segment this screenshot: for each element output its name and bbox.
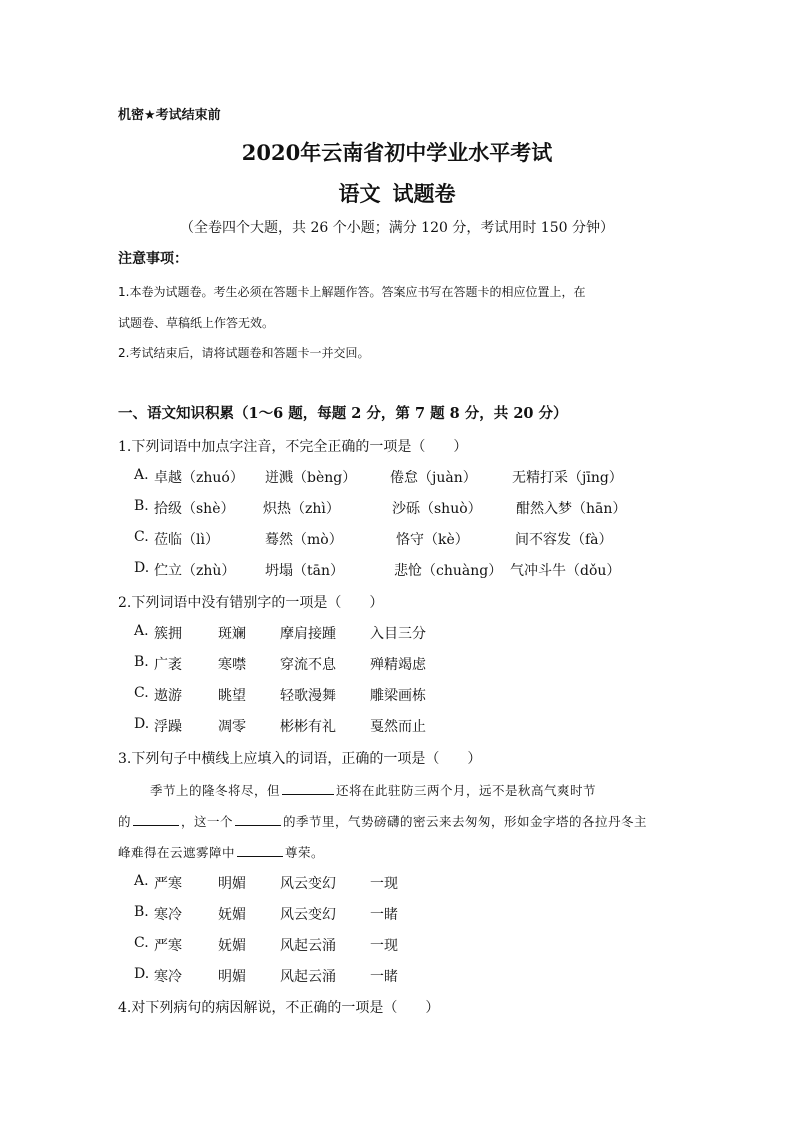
option-item: 沙砾（shuò） <box>392 501 482 517</box>
exam-info: （全卷四个大题，共 26 个小题；满分 120 分，考试用时 150 分钟） <box>180 220 614 236</box>
paper-name: 试题卷 <box>392 181 456 206</box>
note-1-continued: 试题卷、草稿纸上作答无效。 <box>118 316 275 330</box>
option-item: 彬彬有礼 <box>280 719 336 735</box>
option-item: 酣然入梦（hān） <box>516 501 627 517</box>
section-1-heading: 一、语文知识积累（1～6 题，每题 2 分，第 7 题 8 分，共 20 分） <box>118 405 568 422</box>
fill-blank <box>235 812 281 826</box>
q4-stem: 4.对下列病句的病因解说，不正确的一项是（ ） <box>118 1000 440 1016</box>
note-2: 2.考试结束后，请将试题卷和答题卡一并交回。 <box>118 346 370 360</box>
option-item: 悲怆（chuàng） <box>394 563 503 579</box>
option-label: C. <box>134 529 149 545</box>
option-item: 遨游 <box>154 688 182 704</box>
option-item: 戛然而止 <box>370 719 426 735</box>
q3-passage-line-2 <box>118 812 647 830</box>
passage-text: 季节上的隆冬将尽，但 <box>150 783 281 798</box>
option-item: 严寒 <box>154 876 182 892</box>
option-item: 寒冷 <box>154 969 182 985</box>
option-item: 入目三分 <box>370 626 426 642</box>
q3-passage-line-1 <box>150 781 596 799</box>
option-item: 凋零 <box>218 719 246 735</box>
option-item: 斑斓 <box>218 626 246 642</box>
passage-text: 尊荣。 <box>285 845 325 860</box>
passage-text: ，这一个 <box>181 814 234 829</box>
option-item: 莅临（lì） <box>154 532 219 548</box>
option-item: 浮躁 <box>154 719 182 735</box>
option-label: D. <box>134 966 150 982</box>
option-label: D. <box>134 716 150 732</box>
q1-stem: 1.下列词语中加点字注音，不完全正确的一项是（ ） <box>118 439 468 455</box>
option-item: 一睹 <box>370 907 398 923</box>
note-1: 1.本卷为试题卷。考生必须在答题卡上解题作答。答案应书写在答题卡的相应位置上，在 <box>118 285 586 299</box>
option-item: 簇拥 <box>154 626 182 642</box>
subject-title <box>0 178 794 208</box>
option-item: 卓越（zhuó） <box>154 470 244 486</box>
option-item: 雕梁画栋 <box>370 688 426 704</box>
fill-blank <box>133 812 179 826</box>
option-item: 妩媚 <box>218 907 246 923</box>
q2-stem: 2.下列词语中没有错别字的一项是（ ） <box>118 595 384 611</box>
option-item: 明媚 <box>218 969 246 985</box>
option-item: 一现 <box>370 938 398 954</box>
option-item: 殚精竭虑 <box>370 657 426 673</box>
option-item: 寒冷 <box>154 907 182 923</box>
option-item: 妩媚 <box>218 938 246 954</box>
option-item: 寒噤 <box>218 657 246 673</box>
option-item: 恪守（kè） <box>396 532 469 548</box>
option-label: C. <box>134 935 149 951</box>
option-item: 蓦然（mò） <box>265 532 343 548</box>
option-item: 明媚 <box>218 876 246 892</box>
option-item: 倦怠（juàn） <box>390 470 477 486</box>
option-item: 风云变幻 <box>280 907 336 923</box>
option-label: A. <box>134 873 149 889</box>
passage-text: 的季节里，气势磅礴的密云来去匆匆，形如金字塔的各拉丹冬主 <box>283 814 648 829</box>
option-item: 广袤 <box>154 657 182 673</box>
fill-blank <box>282 781 334 795</box>
option-item: 一现 <box>370 876 398 892</box>
option-item: 穿流不息 <box>280 657 336 673</box>
option-item: 气冲斗牛（dǒu） <box>510 563 621 579</box>
option-item: 轻歌漫舞 <box>280 688 336 704</box>
option-item: 一睹 <box>370 969 398 985</box>
option-item: 风起云涌 <box>280 969 336 985</box>
passage-text: 峰难得在云遮雾障中 <box>118 845 236 860</box>
q3-passage-line-3 <box>118 843 324 861</box>
option-item: 炽热（zhì） <box>263 501 340 517</box>
option-item: 眺望 <box>218 688 246 704</box>
option-label: D. <box>134 560 150 576</box>
subject-name: 语文 <box>338 181 381 206</box>
notes-heading: 注意事项： <box>118 251 188 267</box>
passage-text: 的 <box>118 814 132 829</box>
option-item: 风云变幻 <box>280 876 336 892</box>
option-label: B. <box>134 498 149 514</box>
passage-text: 还将在此驻防三两个月，远不是秋高气爽时节 <box>336 783 597 798</box>
option-label: A. <box>134 623 149 639</box>
option-item: 间不容发（fà） <box>515 532 613 548</box>
option-item: 摩肩接踵 <box>280 626 336 642</box>
option-label: A. <box>134 467 149 483</box>
option-item: 风起云涌 <box>280 938 336 954</box>
option-item: 无精打采（jīng） <box>512 470 623 486</box>
q3-stem: 3.下列句子中横线上应填入的词语，正确的一项是（ ） <box>118 751 482 767</box>
option-label: B. <box>134 654 149 670</box>
confidential-label: 机密★考试结束前 <box>118 108 221 123</box>
option-item: 迸溅（bèng） <box>265 470 357 486</box>
option-item: 伫立（zhù） <box>154 563 236 579</box>
option-item: 坍塌（tān） <box>265 563 344 579</box>
fill-blank <box>237 843 283 857</box>
option-label: C. <box>134 685 149 701</box>
option-label: B. <box>134 904 149 920</box>
exam-title: 2020年云南省初中学业水平考试 <box>241 140 553 165</box>
option-item: 严寒 <box>154 938 182 954</box>
option-item: 拾级（shè） <box>154 501 235 517</box>
